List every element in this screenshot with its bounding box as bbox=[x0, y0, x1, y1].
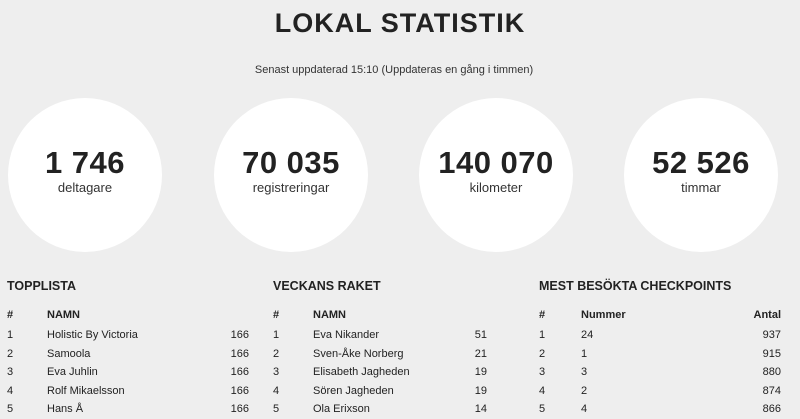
table-row bbox=[273, 400, 487, 419]
table-row bbox=[7, 400, 249, 419]
header-name: NAMN bbox=[47, 309, 80, 321]
row-number: 24 bbox=[581, 329, 594, 341]
row-value: 166 bbox=[230, 366, 249, 378]
veckans-raket-section bbox=[273, 278, 487, 419]
veckans-raket-table bbox=[273, 306, 487, 419]
row-value: 937 bbox=[762, 329, 781, 341]
row-number: 3 bbox=[581, 366, 588, 378]
table-row bbox=[539, 400, 781, 419]
row-value: 166 bbox=[230, 347, 249, 360]
row-name: Hans Å bbox=[47, 403, 84, 415]
table-row bbox=[7, 363, 249, 382]
row-value: 51 bbox=[474, 329, 487, 341]
table-header-row bbox=[539, 306, 781, 326]
header-rank: # bbox=[539, 309, 546, 321]
row-rank: 4 bbox=[7, 384, 14, 397]
row-name: Rolf Mikaelsson bbox=[47, 384, 125, 397]
row-rank: 5 bbox=[273, 403, 280, 415]
table-row bbox=[539, 363, 781, 382]
row-name: Samoola bbox=[47, 347, 91, 360]
header-number: Nummer bbox=[581, 309, 626, 321]
header-name: NAMN bbox=[313, 309, 346, 321]
table-row bbox=[273, 326, 487, 345]
row-rank: 4 bbox=[539, 384, 546, 397]
row-value: 19 bbox=[474, 366, 487, 378]
topplista-section bbox=[7, 278, 249, 419]
stat-circle-kilometers bbox=[419, 98, 573, 252]
row-name: Sören Jagheden bbox=[313, 384, 394, 397]
section-title: MEST BESÖKTA CHECKPOINTS bbox=[539, 279, 732, 293]
stat-label: registreringar bbox=[252, 180, 330, 195]
row-name: Eva Nikander bbox=[313, 329, 380, 341]
row-rank: 1 bbox=[7, 329, 14, 341]
stat-circle-hours bbox=[624, 98, 778, 252]
checkpoints-table bbox=[539, 306, 781, 419]
stat-circle-participants bbox=[8, 98, 162, 252]
row-rank: 3 bbox=[7, 366, 14, 378]
row-name: Sven-Åke Norberg bbox=[313, 347, 404, 360]
checkpoints-section bbox=[539, 278, 781, 419]
row-rank: 3 bbox=[273, 366, 280, 378]
row-name: Elisabeth Jagheden bbox=[313, 366, 410, 378]
table-row bbox=[539, 326, 781, 345]
header-rank: # bbox=[273, 309, 280, 321]
row-rank: 5 bbox=[539, 403, 546, 415]
table-header-row bbox=[7, 306, 249, 326]
row-value: 166 bbox=[230, 329, 249, 341]
stat-circle-registrations bbox=[214, 98, 368, 252]
table-row bbox=[539, 382, 781, 401]
row-rank: 1 bbox=[273, 329, 280, 341]
table-row bbox=[7, 326, 249, 345]
header-count: Antal bbox=[753, 309, 781, 321]
row-rank: 2 bbox=[7, 347, 14, 360]
table-row bbox=[539, 345, 781, 364]
page-title: LOKAL STATISTIK bbox=[274, 8, 526, 38]
row-name: Eva Juhlin bbox=[47, 366, 98, 378]
row-rank: 4 bbox=[273, 384, 280, 397]
section-title: TOPPLISTA bbox=[7, 279, 76, 293]
row-rank: 1 bbox=[539, 329, 546, 341]
row-value: 19 bbox=[474, 384, 487, 397]
stat-value: 140 070 bbox=[438, 145, 554, 180]
row-rank: 2 bbox=[539, 347, 546, 360]
table-row bbox=[273, 363, 487, 382]
row-value: 915 bbox=[762, 347, 781, 360]
table-header-row bbox=[273, 306, 487, 326]
last-updated-text: Senast uppdaterad 15:10 (Uppdateras en gång i timmen) bbox=[254, 64, 534, 76]
stat-value: 1 746 bbox=[44, 145, 126, 180]
table-row bbox=[7, 345, 249, 364]
row-rank: 5 bbox=[7, 403, 14, 415]
row-number: 2 bbox=[581, 384, 588, 397]
row-value: 14 bbox=[474, 403, 487, 415]
stat-value: 70 035 bbox=[242, 145, 340, 180]
table-row bbox=[273, 382, 487, 401]
row-value: 166 bbox=[230, 403, 249, 415]
stat-label: kilometer bbox=[469, 180, 523, 195]
row-value: 866 bbox=[762, 403, 781, 415]
row-name: Ola Erixson bbox=[313, 403, 370, 415]
row-value: 880 bbox=[762, 366, 781, 378]
row-name: Holistic By Victoria bbox=[47, 329, 138, 341]
stat-value: 52 526 bbox=[652, 145, 750, 180]
row-value: 874 bbox=[762, 384, 781, 397]
table-row bbox=[273, 345, 487, 364]
header-rank: # bbox=[7, 309, 14, 321]
row-number: 1 bbox=[581, 347, 588, 360]
table-row bbox=[7, 382, 249, 401]
row-rank: 3 bbox=[539, 366, 546, 378]
row-number: 4 bbox=[581, 403, 588, 415]
row-value: 21 bbox=[474, 347, 487, 360]
stat-label: timmar bbox=[681, 180, 721, 195]
row-rank: 2 bbox=[273, 347, 280, 360]
topplista-table bbox=[7, 306, 249, 419]
row-value: 166 bbox=[230, 384, 249, 397]
section-title: VECKANS RAKET bbox=[273, 279, 381, 293]
stat-label: deltagare bbox=[57, 180, 113, 195]
